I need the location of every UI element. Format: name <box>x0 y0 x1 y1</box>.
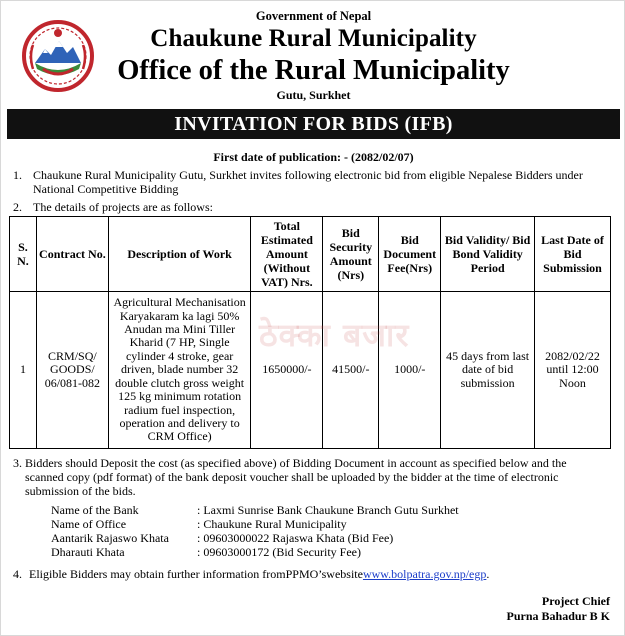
bank-value: : 09603000022 Rajaswa Khata (Bid Fee) <box>197 531 394 545</box>
bank-row <box>1 503 625 517</box>
bank-label: Aantarik Rajaswo Khata <box>51 531 169 545</box>
bolpatra-link[interactable]: www.bolpatra.gov.np/egp <box>362 567 487 581</box>
bank-value: : Laxmi Sunrise Bank Chaukune Branch Gutu Surkhet <box>197 503 459 517</box>
column-header: Description of Work <box>108 217 251 292</box>
paragraph-4-lead: Eligible Bidders may obtain further information fromPPMO’swebsite <box>29 567 363 581</box>
government-heading: Government of Nepal <box>255 9 372 23</box>
paragraph-3 <box>13 456 618 500</box>
paragraph-1 <box>13 168 613 198</box>
table-header-row <box>10 217 611 292</box>
paragraph-3-line-1: Bidders should Deposit the cost (as specified above) of Bidding Document in account as specified below and the <box>25 456 567 470</box>
paragraph-1-line-1: Chaukune Rural Municipality Gutu, Surkhet invites following electronic bid from eligible Nepalese Bidders under <box>33 168 583 182</box>
paragraph-1-line-2: National Competitive Bidding <box>33 182 179 196</box>
bank-value: : Chaukune Rural Municipality <box>197 517 347 531</box>
column-header: Bid Document Fee(Nrs) <box>379 217 441 292</box>
signature-name: Purna Bahadur B K <box>506 609 610 623</box>
column-header: S. N. <box>10 217 37 292</box>
bank-value: : 09603000172 (Bid Security Fee) <box>197 545 361 559</box>
column-header: Bid Security Amount (Nrs) <box>323 217 379 292</box>
cell-description: Agricultural Mechanisation Karyakaram ka lagi 50% Anudan ma Mini Tiller Kharid (7 HP, Single cylinder 4 stroke, gear driven, blade number 32 double clutch gross weight 125 kg minimum rotation radium fuel inspection, operation and delivery to CRM Office) <box>108 292 251 449</box>
paragraph-4-text <box>29 567 489 581</box>
ifb-banner: INVITATION FOR BIDS (IFB) <box>7 109 620 139</box>
cell-sn: 1 <box>10 292 37 449</box>
paragraph-number: 1. <box>13 168 22 182</box>
bank-details <box>1 503 625 559</box>
paragraph-4-end: . <box>486 567 490 581</box>
paragraph-2 <box>13 200 613 214</box>
bank-label: Name of the Bank <box>51 503 139 517</box>
column-header: Total Estimated Amount (Without VAT) Nrs. <box>251 217 323 292</box>
paragraph-4 <box>13 567 613 581</box>
signature-title: Project Chief <box>541 594 610 608</box>
paragraph-2-text: The details of projects are as follows: <box>33 200 213 214</box>
location-heading: Gutu, Surkhet <box>276 88 351 102</box>
paragraph-number: 2. <box>13 200 22 214</box>
paragraph-3-line-2: scanned copy (pdf format) of the bank deposit voucher shall be uploaded by the bidder at the time of electronic <box>25 470 559 484</box>
paragraph-number: 3. <box>13 456 22 470</box>
cell-contract-no: CRM/SQ/ GOODS/ 06/081-082 <box>36 292 108 449</box>
cell-bid-validity: 45 days from last date of bid submission <box>441 292 535 449</box>
office-heading: Office of the Rural Municipality <box>117 55 510 86</box>
column-header: Last Date of Bid Submission <box>535 217 611 292</box>
cell-bid-security: 41500/- <box>323 292 379 449</box>
cell-document-fee: 1000/- <box>379 292 441 449</box>
bank-row <box>1 531 625 545</box>
publication-date: First date of publication: - (2082/02/07) <box>213 150 414 164</box>
bank-label: Name of Office <box>51 517 127 531</box>
bank-label: Dharauti Khata <box>51 545 125 559</box>
paragraph-3-line-3: submission of the bids. <box>25 484 136 498</box>
paragraph-number: 4. <box>13 567 22 581</box>
bank-row <box>1 517 625 531</box>
cell-last-date: 2082/02/22 until 12:00 Noon <box>535 292 611 449</box>
cell-estimated-amount: 1650000/- <box>251 292 323 449</box>
watermark-logo: ठेक्का बजार <box>259 316 410 354</box>
bank-row <box>1 545 625 559</box>
municipality-heading: Chaukune Rural Municipality <box>150 25 477 52</box>
column-header: Contract No. <box>36 217 108 292</box>
column-header: Bid Validity/ Bid Bond Validity Period <box>441 217 535 292</box>
